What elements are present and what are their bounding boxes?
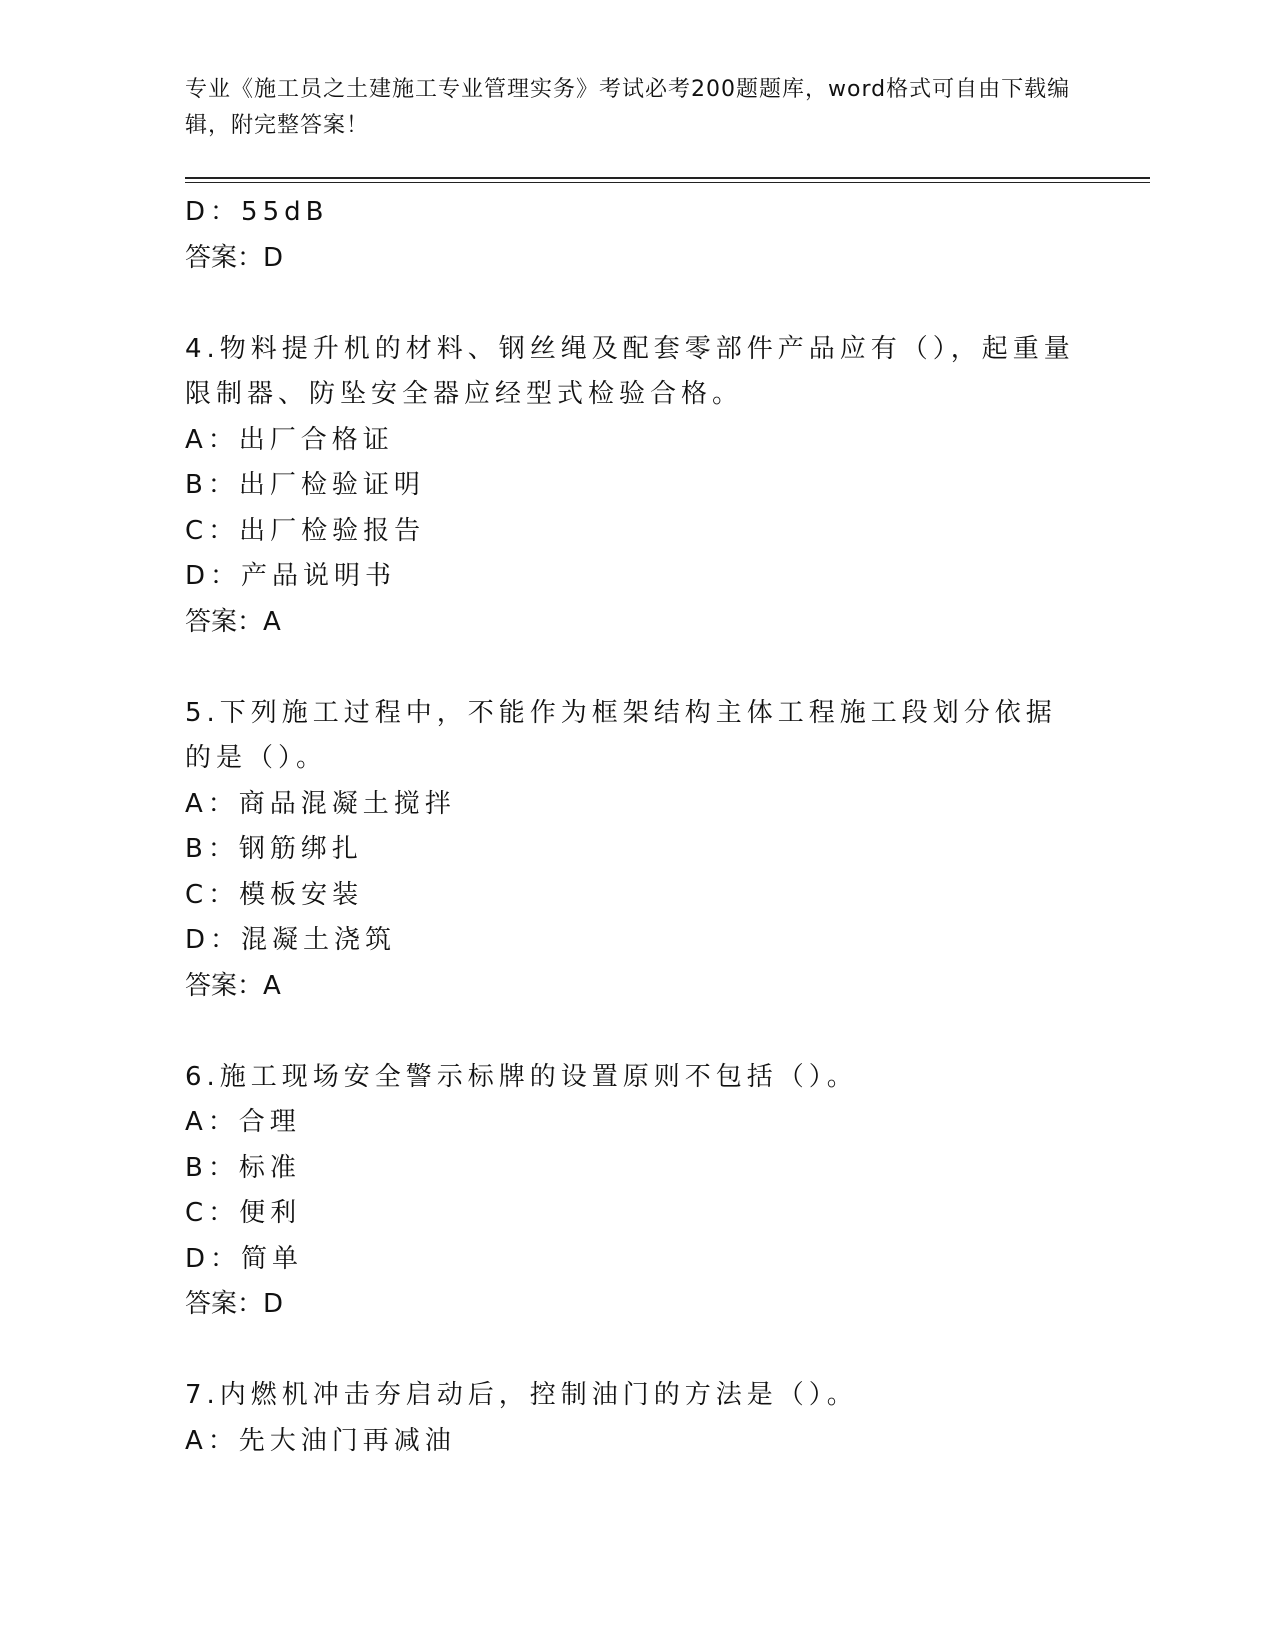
option-b: B：钢筋绑扎 <box>185 834 363 864</box>
answer: 答案：A <box>185 606 281 637</box>
question-7 <box>185 1373 1085 1464</box>
question-4 <box>185 327 1085 646</box>
option-b: B：出厂检验证明 <box>185 470 425 500</box>
option-d: D：混凝土浇筑 <box>185 925 397 955</box>
question-5 <box>185 691 1085 1010</box>
option-c: C：出厂检验报告 <box>185 515 426 546</box>
option-d: D：产品说明书 <box>185 561 397 591</box>
option-d: D：55dB <box>185 197 329 227</box>
document-header: 专业《施工员之土建施工专业管理实务》考试必考200题题库，word格式可自由下载编辑，附完整答案！ <box>185 77 1071 138</box>
question-6 <box>185 1055 1085 1328</box>
option-c: C：模板安装 <box>185 879 364 910</box>
header-divider-thin <box>185 182 1150 183</box>
question-text: 6.施工现场安全警示标牌的设置原则不包括（）。 <box>185 1061 858 1092</box>
answer: 答案：D <box>185 1289 284 1319</box>
option-a: A：合理 <box>185 1107 301 1137</box>
header-divider <box>185 177 1150 179</box>
option-b: B：标准 <box>185 1152 301 1183</box>
option-a: A：商品混凝土搅拌 <box>185 788 456 819</box>
option-d: D：简单 <box>185 1243 304 1274</box>
question-content <box>185 190 1085 1464</box>
question-text: 7.内燃机冲击夯启动后，控制油门的方法是（）。 <box>185 1380 858 1410</box>
question-text: 5.下列施工过程中，不能作为框架结构主体工程施工段划分依据的是（）。 <box>185 697 1057 773</box>
question-text: 4.物料提升机的材料、钢丝绳及配套零部件产品应有（），起重量限制器、防坠安全器应经型式检验合格。 <box>185 333 1075 409</box>
answer: 答案：D <box>185 242 284 273</box>
option-c: C：便利 <box>185 1198 302 1228</box>
option-a: A：出厂合格证 <box>185 424 394 455</box>
answer: 答案：A <box>185 970 281 1001</box>
option-a: A：先大油门再减油 <box>185 1425 456 1456</box>
